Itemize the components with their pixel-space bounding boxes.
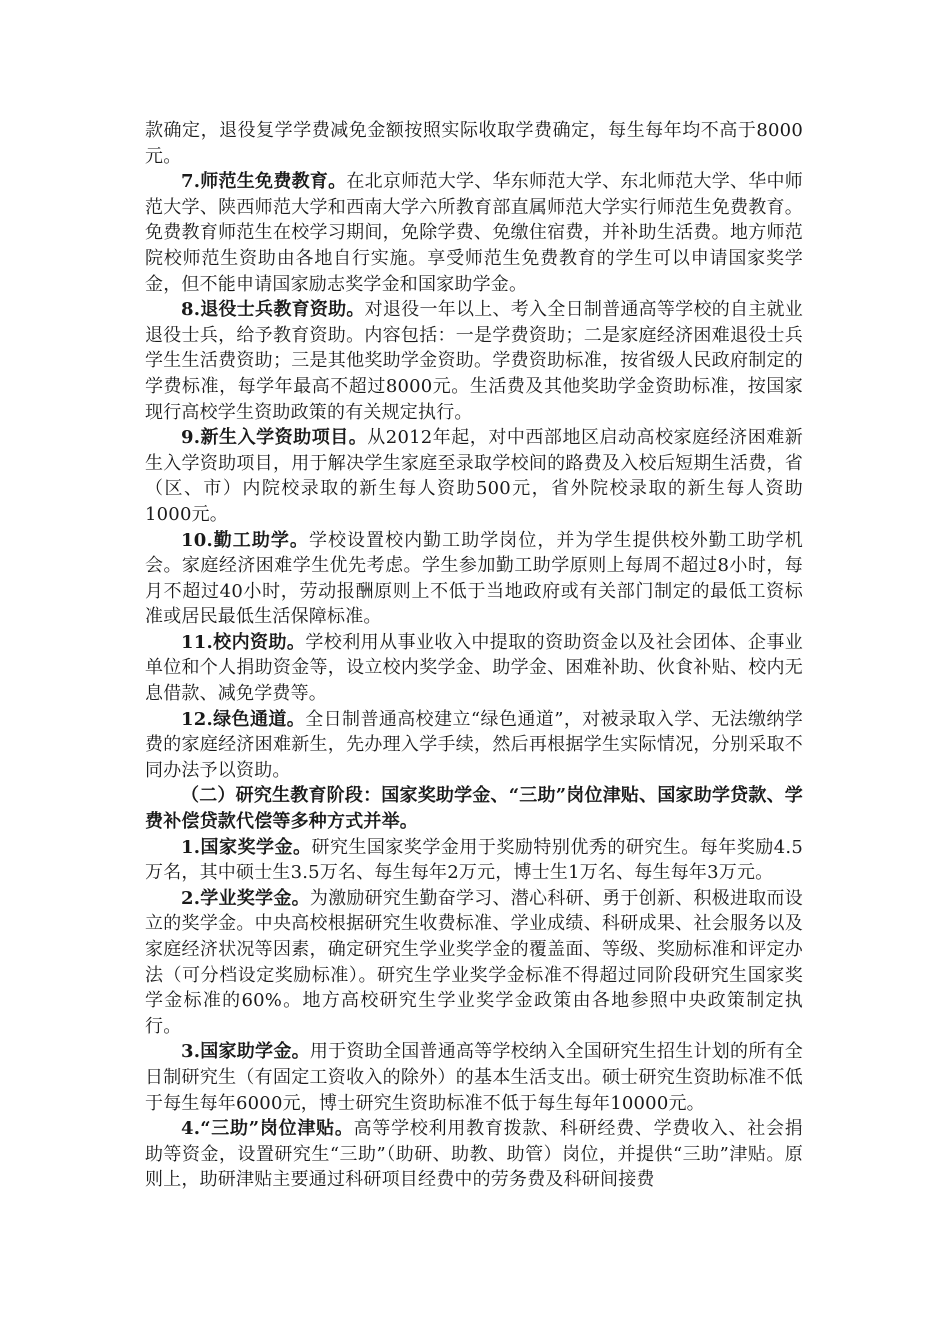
paragraph-heading: 1.国家奖学金。 bbox=[181, 836, 312, 858]
paragraph-heading: 11.校内资助。 bbox=[181, 631, 306, 653]
paragraph-item-12 bbox=[145, 707, 803, 784]
paragraph-body: 研究生国家奖学金用于奖励特别优秀的研究生。每年奖励4.5万名，其中硕士生3.5万名、每生每年2万元，博士生1万名、每生每年3万元。 bbox=[145, 836, 804, 884]
paragraph-body: 对退役一年以上、考入全日制普通高等学校的自主就业退役士兵，给予教育资助。内容包括：一是学费资助；二是家庭经济困难退役士兵学生生活费资助；三是其他奖助学金资助。学费资助标准，按省级人民政府制定的学费标准，每学年最高不超过8000元。生活费及其他奖助学金资助标准，按国家现行高校学生资助政策的有关规定执行。 bbox=[145, 299, 803, 423]
paragraph-body: 学校设置校内勤工助学岗位，并为学生提供校外勤工助学机会。家庭经济困难学生优先考虑。学生参加勤工助学原则上每周不超过8小时，每月不超过40小时，劳动报酬原则上不低于当地政府或有关部门制定的最低工资标准或居民最低生活保障标准。 bbox=[145, 529, 804, 628]
paragraph-heading: 9.新生入学资助项目。 bbox=[181, 427, 368, 449]
paragraph-body: 从2012年起，对中西部地区启动高校家庭经济困难新生入学资助项目，用于解决学生家庭至录取学校间的路费及入校后短期生活费，省（区、市）内院校录取的新生每人资助500元，省外院校录取的新生每人资助1000元。 bbox=[145, 427, 803, 525]
paragraph-body: 在北京师范大学、华东师范大学、东北师范大学、华中师范大学、陕西师范大学和西南大学六所教育部直属师范大学实行师范生免费教育。免费教育师范生在校学习期间，免除学费、免缴住宿费，并补助生活费。地方师范院校师范生资助由各地自行实施。享受师范生免费教育的学生可以申请国家奖学金，但不能申请国家励志奖学金和国家助学金。 bbox=[145, 171, 804, 295]
paragraph-body: 学校利用从事业收入中提取的资助资金以及社会团体、企事业单位和个人捐助资金等，设立校内奖学金、助学金、困难补助、伙食补贴、校内无息借款、减免学费等。 bbox=[145, 631, 803, 705]
paragraph-grad-1 bbox=[145, 835, 803, 886]
paragraph-grad-4 bbox=[145, 1116, 803, 1193]
paragraph-heading: 2.学业奖学金。 bbox=[181, 887, 310, 909]
paragraph-heading: 4.“三助”岗位津贴。 bbox=[181, 1118, 354, 1140]
paragraph-body: 款确定，退役复学学费减免金额按照实际收取学费确定，每生每年均不高于8000元。 bbox=[145, 120, 803, 167]
paragraph-continuation bbox=[145, 118, 803, 169]
paragraph-item-7 bbox=[145, 169, 803, 297]
paragraph-grad-2 bbox=[145, 886, 803, 1040]
paragraph-heading: 8.退役士兵教育资助。 bbox=[181, 299, 365, 321]
paragraph-item-9 bbox=[145, 425, 803, 527]
paragraph-heading: 7.师范生免费教育。 bbox=[181, 171, 347, 193]
paragraph-heading: 12.绿色通道。 bbox=[181, 708, 306, 730]
document-page bbox=[145, 118, 803, 1193]
paragraph-item-8 bbox=[145, 297, 803, 425]
paragraph-grad-3 bbox=[145, 1039, 803, 1116]
paragraph-body: 用于资助全国普通高等学校纳入全国研究生招生计划的所有全日制研究生（有固定工资收入的除外）的基本生活支出。硕士研究生资助标准不低于每生每年6000元，博士研究生资助标准不低于每生每年10000元。 bbox=[145, 1041, 803, 1114]
paragraph-body: 为激励研究生勤奋学习、潜心科研、勇于创新、积极进取而设立的奖学金。中央高校根据研究生收费标准、学业成绩、科研成果、社会服务以及家庭经济状况等因素，确定研究生学业奖学金的覆盖面、等级、奖励标准和评定办法（可分档设定奖励标准）。研究生学业奖学金标准不得超过同阶段研究生国家奖学金标准的60%。地方高校研究生学业奖学金政策由各地参照中央政策制定执行。 bbox=[145, 887, 803, 1037]
paragraph-body: 高等学校利用教育拨款、科研经费、学费收入、社会捐助等资金，设置研究生“三助”（助研、助教、助管）岗位，并提供“三助”津贴。原则上，助研津贴主要通过科研项目经费中的劳务费及科研间接费 bbox=[145, 1118, 803, 1191]
paragraph-heading: 3.国家助学金。 bbox=[181, 1041, 310, 1063]
paragraph-item-10 bbox=[145, 528, 803, 630]
paragraph-heading: 10.勤工助学。 bbox=[181, 529, 309, 551]
section-heading: （二）研究生教育阶段：国家奖助学金、“三助”岗位津贴、国家助学贷款、学费补偿贷款代偿等多种方式并举。 bbox=[145, 785, 803, 833]
paragraph-item-11 bbox=[145, 630, 803, 707]
paragraph-body: 全日制普通高校建立“绿色通道”，对被录取入学、无法缴纳学费的家庭经济困难新生，先办理入学手续，然后再根据学生实际情况，分别采取不同办法予以资助。 bbox=[145, 708, 803, 781]
